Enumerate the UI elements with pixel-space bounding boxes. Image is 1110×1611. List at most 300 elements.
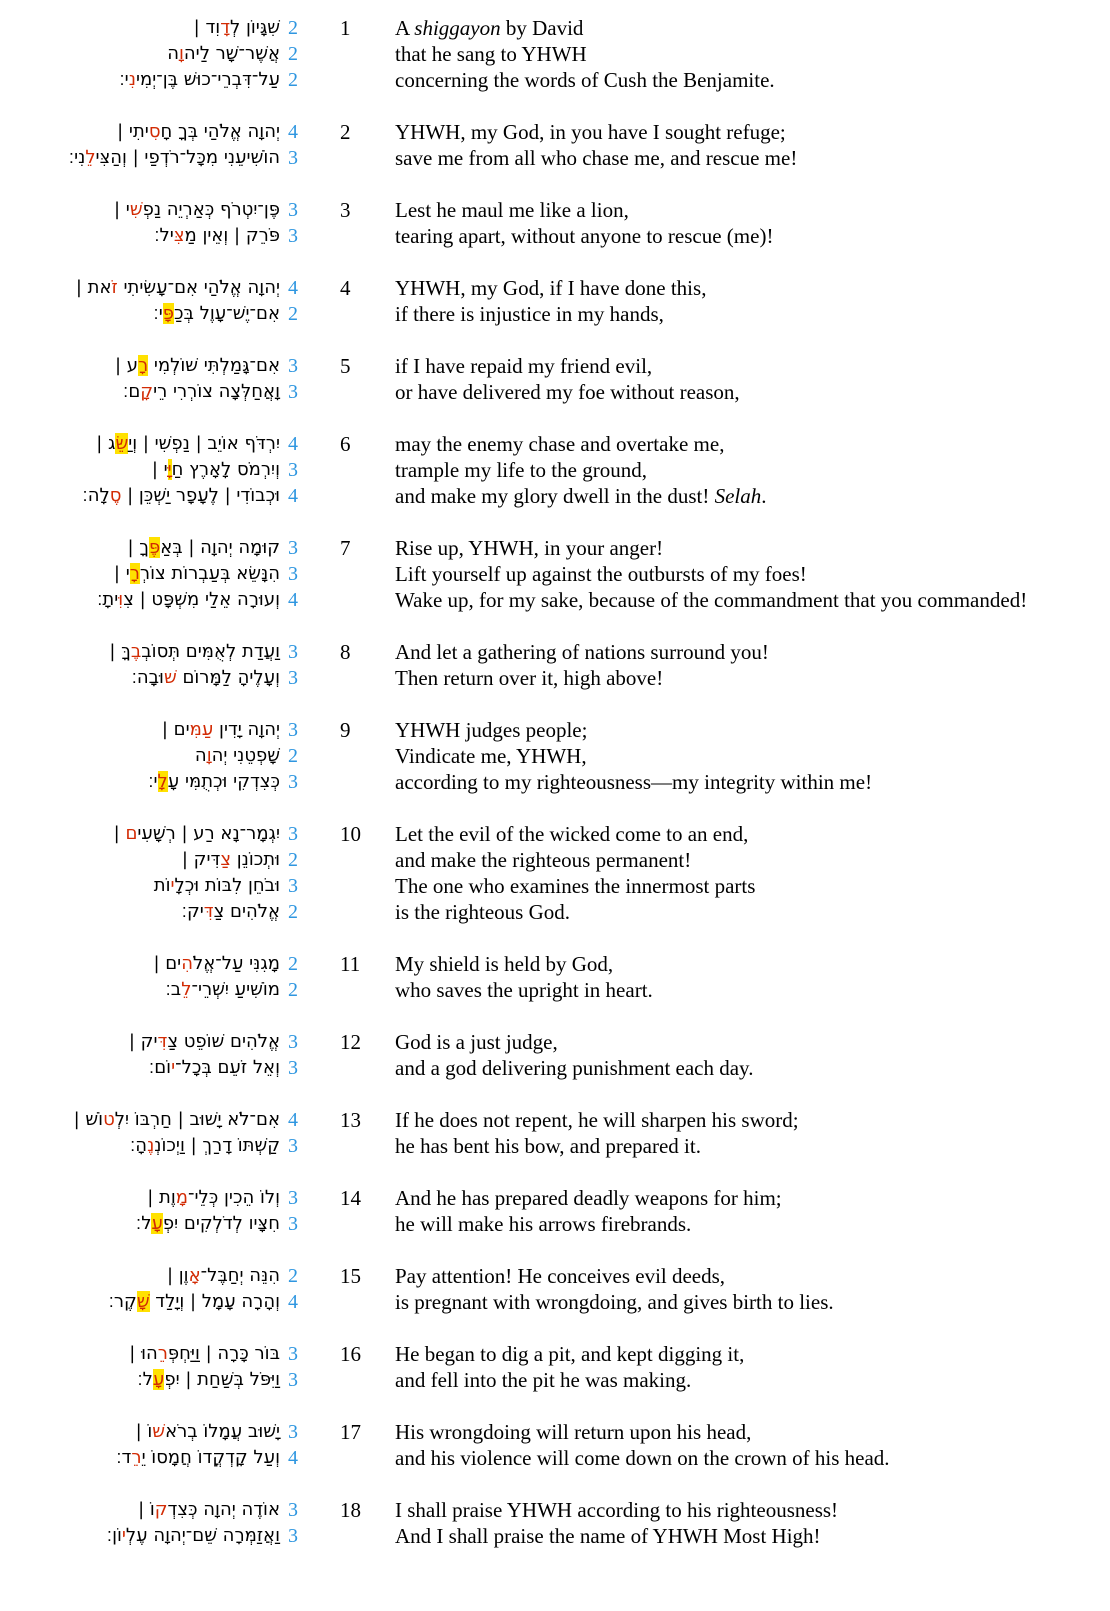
text-segment: וְלוֹ הֵכִין כְּלֵי־ bbox=[188, 1187, 280, 1208]
hebrew-line-text bbox=[0, 743, 280, 769]
text-segment: וְהָרָה עָמָל | וְיָלַד bbox=[149, 1291, 280, 1312]
english-column bbox=[395, 535, 1110, 613]
hebrew-line-text bbox=[0, 899, 280, 925]
stress-count: 2 bbox=[288, 69, 298, 91]
hebrew-line bbox=[0, 1497, 312, 1523]
verse-number: 6 bbox=[340, 432, 351, 456]
hebrew-line-text bbox=[0, 665, 280, 691]
english-line bbox=[395, 977, 1110, 1003]
text-segment: אִם־גָּמַלְתִּי שׁוֹלְמִי bbox=[148, 355, 280, 376]
text-segment: and make the righteous permanent! bbox=[395, 848, 692, 872]
english-line bbox=[395, 301, 1110, 327]
english-column bbox=[395, 717, 1110, 795]
hebrew-column bbox=[0, 197, 312, 249]
text-segment: ים | bbox=[153, 953, 182, 974]
stress-count: 3 bbox=[288, 537, 298, 559]
stress-count: 3 bbox=[288, 1421, 298, 1443]
english-line bbox=[395, 1523, 1110, 1549]
english-column bbox=[395, 639, 1110, 691]
stress-count: 3 bbox=[288, 1525, 298, 1547]
text-segment: | bbox=[113, 823, 126, 844]
hebrew-line bbox=[0, 145, 312, 171]
hebrew-line bbox=[0, 1445, 312, 1471]
text-segment: וֶן | bbox=[166, 1265, 189, 1286]
text-segment: עַל־דִּבְרֵי־כוּשׁ בֶּן־יְמִי bbox=[135, 69, 280, 90]
hebrew-line bbox=[0, 873, 312, 899]
text-segment: may the enemy chase and overtake me, bbox=[395, 432, 725, 456]
stress-count: 2 bbox=[288, 979, 298, 1001]
stress-count: 4 bbox=[288, 589, 298, 611]
hebrew-line bbox=[0, 1341, 312, 1367]
verse-row bbox=[0, 1029, 1110, 1081]
hebrew-column bbox=[0, 1341, 312, 1393]
verse-number-column bbox=[312, 197, 395, 249]
hebrew-column bbox=[0, 119, 312, 171]
text-segment: וֹ | bbox=[135, 1421, 153, 1442]
hebrew-line-text bbox=[0, 1185, 280, 1211]
hebrew-line-text bbox=[0, 1289, 280, 1315]
hebrew-line-text bbox=[0, 1523, 280, 1549]
verse-row bbox=[0, 275, 1110, 327]
hebrew-line bbox=[0, 1185, 312, 1211]
hebrew-line bbox=[0, 639, 312, 665]
stressed-letter: וִּ bbox=[118, 589, 124, 610]
hebrew-line-text bbox=[0, 1497, 280, 1523]
hebrew-column bbox=[0, 1263, 312, 1315]
text-segment: He began to dig a pit, and kept digging it, bbox=[395, 1342, 745, 1366]
text-segment: י׃ bbox=[119, 69, 129, 90]
hebrew-column bbox=[0, 1185, 312, 1237]
english-line bbox=[395, 1133, 1110, 1159]
english-line bbox=[395, 1107, 1110, 1133]
verse-number-column bbox=[312, 1497, 395, 1549]
text-segment: מוֹשִׁיעַ יִשְׁרֵי־ bbox=[191, 979, 280, 1000]
text-segment: Vindicate me, YHWH, bbox=[395, 744, 587, 768]
hebrew-line bbox=[0, 951, 312, 977]
hebrew-line-text bbox=[0, 951, 280, 977]
text-segment: or have delivered my foe without reason, bbox=[395, 380, 740, 404]
english-line bbox=[395, 1289, 1110, 1315]
verse-number: 12 bbox=[340, 1030, 361, 1054]
text-segment: קֶר׃ bbox=[108, 1291, 137, 1312]
stress-count: 3 bbox=[288, 875, 298, 897]
highlighted-stressed-letter: רָ bbox=[129, 563, 140, 584]
highlighted-stressed-letter: יָּ bbox=[167, 459, 172, 480]
english-column bbox=[395, 951, 1110, 1003]
stress-count: 3 bbox=[288, 823, 298, 845]
text-segment: שָׁפְטֵנִי יְה bbox=[211, 745, 280, 766]
verse-row bbox=[0, 197, 1110, 249]
hebrew-line-text bbox=[0, 145, 280, 171]
stressed-letter: ק bbox=[154, 1499, 168, 1520]
hebrew-line-text bbox=[0, 535, 280, 561]
english-line bbox=[395, 1445, 1110, 1471]
verse-number-column bbox=[312, 1029, 395, 1081]
hebrew-line-text bbox=[0, 717, 280, 743]
text-segment: And he has prepared deadly weapons for him; bbox=[395, 1186, 782, 1210]
stressed-letter: י bbox=[171, 1057, 176, 1078]
english-line bbox=[395, 223, 1110, 249]
stress-count: 3 bbox=[288, 459, 298, 481]
text-segment: וּתְכוֹנֵן bbox=[231, 849, 280, 870]
text-segment: וְעָלֶיהָ לַמָּרוֹם bbox=[176, 667, 280, 688]
text-segment: ל׃ bbox=[135, 1213, 152, 1234]
stressed-letter: רֵ bbox=[157, 1343, 168, 1364]
hebrew-line bbox=[0, 847, 312, 873]
text-segment: he will make his arrows firebrands. bbox=[395, 1212, 692, 1236]
verse-row bbox=[0, 717, 1110, 795]
text-segment: If he does not repent, he will sharpen his sword; bbox=[395, 1108, 799, 1132]
hebrew-line bbox=[0, 119, 312, 145]
verse-row bbox=[0, 15, 1110, 93]
english-line bbox=[395, 587, 1110, 613]
english-line bbox=[395, 15, 1110, 41]
english-line bbox=[395, 899, 1110, 925]
hebrew-column bbox=[0, 821, 312, 925]
stressed-letter: אָ bbox=[188, 1265, 201, 1286]
stress-count: 3 bbox=[288, 1031, 298, 1053]
stress-count: 4 bbox=[288, 485, 298, 507]
hebrew-column bbox=[0, 717, 312, 795]
text-segment: וּבָה׃ bbox=[131, 667, 164, 688]
hebrew-line bbox=[0, 769, 312, 795]
hebrew-line-text bbox=[0, 1445, 280, 1471]
stressed-letter: ט bbox=[103, 1109, 115, 1130]
stressed-letter: שׁ bbox=[152, 1421, 166, 1442]
hebrew-line bbox=[0, 1107, 312, 1133]
verse-row bbox=[0, 535, 1110, 613]
text-segment: ךָ | bbox=[127, 537, 149, 558]
text-segment: וַיִּפֹּל בְּשַׁחַת | יִפְ bbox=[164, 1369, 280, 1390]
verse-number: 1 bbox=[340, 16, 351, 40]
hebrew-line-text bbox=[0, 457, 280, 483]
text-segment: וֶת | bbox=[147, 1187, 176, 1208]
text-segment: אוֹדֶה יְהוָה כְּצִדְ bbox=[167, 1499, 280, 1520]
hebrew-line bbox=[0, 561, 312, 587]
text-segment: וִד | bbox=[193, 17, 221, 38]
verse-row bbox=[0, 431, 1110, 509]
italic-term: shiggayon bbox=[414, 16, 501, 40]
verse-row bbox=[0, 639, 1110, 691]
hebrew-line bbox=[0, 1055, 312, 1081]
verse-number-column bbox=[312, 717, 395, 795]
stressed-letter: נֶ bbox=[147, 1135, 155, 1156]
verse-number: 15 bbox=[340, 1264, 361, 1288]
stress-count: 3 bbox=[288, 199, 298, 221]
text-segment: Lest he maul me like a lion, bbox=[395, 198, 629, 222]
stress-count: 3 bbox=[288, 563, 298, 585]
text-segment: ג | bbox=[96, 433, 116, 454]
english-line bbox=[395, 561, 1110, 587]
hebrew-line bbox=[0, 665, 312, 691]
text-segment: יִגְמָר־נָא רַע | רְשָׁעִי bbox=[137, 823, 280, 844]
text-segment: וֹ | bbox=[138, 1499, 155, 1520]
stress-count: 3 bbox=[288, 1187, 298, 1209]
text-segment: trample my life to the ground, bbox=[395, 458, 647, 482]
hebrew-column bbox=[0, 535, 312, 613]
text-segment: is pregnant with wrongdoing, and gives birth to lies. bbox=[395, 1290, 834, 1314]
english-line bbox=[395, 145, 1110, 171]
text-segment: יק׃ bbox=[181, 901, 204, 922]
hebrew-line bbox=[0, 275, 312, 301]
verse-row bbox=[0, 821, 1110, 925]
hebrew-line-text bbox=[0, 197, 280, 223]
text-segment: he has bent his bow, and prepared it. bbox=[395, 1134, 701, 1158]
text-segment: if I have repaid my friend evil, bbox=[395, 354, 653, 378]
text-segment: הוּ | bbox=[129, 1343, 158, 1364]
text-segment: Wake up, for my sake, because of the commandment that you commanded! bbox=[395, 588, 1028, 612]
hebrew-line-text bbox=[0, 847, 280, 873]
stressed-letter: סִ bbox=[148, 121, 161, 142]
stress-count: 3 bbox=[288, 225, 298, 247]
stressed-letter: רֵ bbox=[131, 1447, 142, 1468]
text-segment: וְיִרְמֹס לָאָרֶץ חַ bbox=[171, 459, 280, 480]
stressed-letter: י bbox=[170, 875, 175, 896]
hebrew-column bbox=[0, 639, 312, 691]
verse-row bbox=[0, 1497, 1110, 1549]
verse-number-column bbox=[312, 639, 395, 691]
stress-count: 3 bbox=[288, 1369, 298, 1391]
english-line bbox=[395, 1029, 1110, 1055]
stress-count: 4 bbox=[288, 1109, 298, 1131]
text-segment: and a god delivering punishment each day. bbox=[395, 1056, 754, 1080]
verse-number-column bbox=[312, 1185, 395, 1237]
text-segment: Rise up, YHWH, in your anger! bbox=[395, 536, 664, 560]
stress-count: 4 bbox=[288, 433, 298, 455]
english-column bbox=[395, 15, 1110, 93]
text-segment: that he sang to YHWH bbox=[395, 42, 587, 66]
text-segment: וֹן׃ bbox=[106, 1525, 122, 1546]
text-segment: יק | bbox=[128, 1031, 158, 1052]
text-segment: The one who examines the innermost parts bbox=[395, 874, 756, 898]
text-segment: בּוֹר כָּרָה | וַיַּחְפְּ bbox=[167, 1343, 280, 1364]
verse-row bbox=[0, 1185, 1110, 1237]
stressed-letter: סֶ bbox=[109, 485, 122, 506]
verse-number-column bbox=[312, 1263, 395, 1315]
text-segment: יתִי | bbox=[117, 121, 149, 142]
text-segment: who saves the upright in heart. bbox=[395, 978, 653, 1002]
text-segment: ה bbox=[194, 745, 207, 766]
english-column bbox=[395, 1029, 1110, 1081]
english-column bbox=[395, 275, 1110, 327]
english-column bbox=[395, 1185, 1110, 1237]
text-segment: save me from all who chase me, and rescue me! bbox=[395, 146, 798, 170]
text-segment: My shield is held by God, bbox=[395, 952, 614, 976]
hebrew-line-text bbox=[0, 977, 280, 1003]
hebrew-column bbox=[0, 275, 312, 327]
stressed-letter: ם bbox=[125, 823, 138, 844]
text-segment: . bbox=[761, 484, 767, 508]
text-segment: וַאֲזַמְּרָה שֵׁם־יְהוָה עֶלְ bbox=[125, 1525, 280, 1546]
verse-row bbox=[0, 1419, 1110, 1471]
english-column bbox=[395, 119, 1110, 171]
text-segment: וּבֹחֵן לִבּוֹת וּכְלָ bbox=[174, 875, 280, 896]
hebrew-line-text bbox=[0, 119, 280, 145]
stressed-letter: זֹ bbox=[111, 277, 118, 298]
text-segment: אִם־לֹא יָשׁוּב | חַרְבּוֹ יִלְ bbox=[114, 1109, 280, 1130]
hebrew-line bbox=[0, 67, 312, 93]
stress-count: 2 bbox=[288, 953, 298, 975]
text-segment: ם׃ bbox=[123, 381, 141, 402]
stress-count: 2 bbox=[288, 745, 298, 767]
english-line bbox=[395, 821, 1110, 847]
hebrew-line-text bbox=[0, 561, 280, 587]
text-segment: לָה׃ bbox=[82, 485, 110, 506]
english-column bbox=[395, 1419, 1110, 1471]
stress-count: 4 bbox=[288, 121, 298, 143]
verse-row bbox=[0, 353, 1110, 405]
text-segment: י | bbox=[151, 459, 168, 480]
hebrew-line-text bbox=[0, 275, 280, 301]
text-segment: וְעוּרָה אֵלַי מִשְׁפָּט | צִ bbox=[123, 589, 280, 610]
text-segment: according to my righteousness—my integrity within me! bbox=[395, 770, 873, 794]
english-column bbox=[395, 1263, 1110, 1315]
english-column bbox=[395, 1341, 1110, 1393]
english-line bbox=[395, 1185, 1110, 1211]
verse-number: 16 bbox=[340, 1342, 361, 1366]
verse-number: 7 bbox=[340, 536, 351, 560]
hebrew-line-text bbox=[0, 301, 280, 327]
text-segment: Lift yourself up against the outbursts of my foes! bbox=[395, 562, 807, 586]
verse-number: 8 bbox=[340, 640, 351, 664]
english-line bbox=[395, 119, 1110, 145]
text-segment: את | bbox=[75, 277, 112, 298]
text-segment: חִצָּיו לְדֹלְקִים יִפְ bbox=[162, 1213, 280, 1234]
verse-number-column bbox=[312, 1341, 395, 1393]
text-segment: יָשׁוּב עֲמָלוֹ בְרֹא bbox=[165, 1421, 280, 1442]
stressed-letter: דָ bbox=[220, 17, 231, 38]
hebrew-column bbox=[0, 1419, 312, 1471]
stress-count: 2 bbox=[288, 17, 298, 39]
english-line bbox=[395, 1263, 1110, 1289]
english-line bbox=[395, 483, 1110, 509]
text-segment: ע | bbox=[114, 355, 139, 376]
highlighted-stressed-letter: לָ bbox=[157, 771, 168, 792]
text-segment: כְּצִדְקִי וּכְתֻמִּי עָ bbox=[167, 771, 280, 792]
stressed-letter: שׁ bbox=[163, 667, 177, 688]
text-segment: יל׃ bbox=[154, 225, 174, 246]
hebrew-line bbox=[0, 457, 312, 483]
text-segment: tearing apart, without anyone to rescue (me)! bbox=[395, 224, 774, 248]
stressed-letter: וָ bbox=[179, 43, 184, 64]
hebrew-line-text bbox=[0, 1341, 280, 1367]
stress-count: 3 bbox=[288, 1213, 298, 1235]
hebrew-line bbox=[0, 431, 312, 457]
english-line bbox=[395, 951, 1110, 977]
text-segment: concerning the words of Cush the Benjamite. bbox=[395, 68, 775, 92]
hebrew-line bbox=[0, 1263, 312, 1289]
stress-count: 2 bbox=[288, 849, 298, 871]
verse-row bbox=[0, 951, 1110, 1003]
hebrew-line-text bbox=[0, 1133, 280, 1159]
english-line bbox=[395, 717, 1110, 743]
hebrew-line-text bbox=[0, 431, 280, 457]
hebrew-line-text bbox=[0, 873, 280, 899]
text-segment: ה bbox=[167, 43, 179, 64]
text-segment: is the righteous God. bbox=[395, 900, 570, 924]
hebrew-line-text bbox=[0, 639, 280, 665]
english-line bbox=[395, 665, 1110, 691]
hebrew-line-text bbox=[0, 379, 280, 405]
hebrew-line bbox=[0, 717, 312, 743]
stress-count: 2 bbox=[288, 303, 298, 325]
hebrew-line bbox=[0, 743, 312, 769]
text-segment: וְאֵל זֹעֵם בְּכָל־ bbox=[175, 1057, 280, 1078]
verse-number-column bbox=[312, 821, 395, 925]
verse-number-column bbox=[312, 535, 395, 613]
english-column bbox=[395, 197, 1110, 249]
verse-number: 2 bbox=[340, 120, 351, 144]
text-segment: ב׃ bbox=[165, 979, 182, 1000]
hebrew-line-text bbox=[0, 1211, 280, 1237]
verse-number-column bbox=[312, 431, 395, 509]
italic-term: Selah bbox=[714, 484, 762, 508]
stress-count: 3 bbox=[288, 1499, 298, 1521]
hebrew-line bbox=[0, 1367, 312, 1393]
verse-number-column bbox=[312, 1107, 395, 1159]
text-segment: י׃ bbox=[148, 771, 158, 792]
stress-count: 3 bbox=[288, 147, 298, 169]
hebrew-column bbox=[0, 1497, 312, 1549]
stress-count: 3 bbox=[288, 355, 298, 377]
hebrew-line bbox=[0, 41, 312, 67]
verse-number-column bbox=[312, 119, 395, 171]
text-segment: קַשְׁתּוֹ דָרַךְ | וַיְכוֹנְ bbox=[154, 1135, 280, 1156]
english-column bbox=[395, 1497, 1110, 1549]
english-line bbox=[395, 1367, 1110, 1393]
english-line bbox=[395, 67, 1110, 93]
text-segment: וּכְבוֹדִי | לֶעָפָר יַשְׁכֵּן | bbox=[121, 485, 280, 506]
hebrew-line bbox=[0, 1289, 312, 1315]
hebrew-line bbox=[0, 535, 312, 561]
text-segment: And let a gathering of nations surround you! bbox=[395, 640, 769, 664]
verse-number: 11 bbox=[340, 952, 361, 976]
text-segment: ד׃ bbox=[116, 1447, 132, 1468]
hebrew-line-text bbox=[0, 483, 280, 509]
verse-number: 10 bbox=[340, 822, 361, 846]
verse-number-column bbox=[312, 15, 395, 93]
text-segment: A bbox=[395, 16, 415, 40]
text-segment: YHWH, my God, if I have done this, bbox=[395, 276, 707, 300]
text-segment: וַעֲדַת לְאֻמִּים תְּסוֹבְ bbox=[141, 641, 280, 662]
english-line bbox=[395, 353, 1110, 379]
verse-number-column bbox=[312, 353, 395, 405]
text-segment: and make my glory dwell in the dust! bbox=[395, 484, 715, 508]
stress-count: 3 bbox=[288, 381, 298, 403]
english-line bbox=[395, 847, 1110, 873]
highlighted-stressed-letter: רָ bbox=[138, 355, 149, 376]
hebrew-column bbox=[0, 431, 312, 509]
highlighted-stressed-letter: עָ bbox=[151, 1213, 163, 1234]
text-segment: אִם־יֶשׁ־עָוֶל בְּכַ bbox=[174, 303, 280, 324]
english-line bbox=[395, 1055, 1110, 1081]
text-segment: Pay attention! He conceives evil deeds, bbox=[395, 1264, 726, 1288]
highlighted-stressed-letter: פֶּ bbox=[148, 537, 161, 558]
stressed-letter: עַמִּ bbox=[189, 719, 214, 740]
text-segment: הִנֵּה יְחַבֶּל־ bbox=[200, 1265, 280, 1286]
hebrew-line bbox=[0, 1211, 312, 1237]
text-segment: דִּיק | bbox=[181, 849, 221, 870]
highlighted-stressed-letter: עָ bbox=[152, 1369, 165, 1390]
stress-count: 3 bbox=[288, 1135, 298, 1157]
text-segment: YHWH, my God, in you have I sought refuge; bbox=[395, 120, 786, 144]
english-line bbox=[395, 743, 1110, 769]
hebrew-line-text bbox=[0, 769, 280, 795]
text-segment: יְהוָה אֱלֹהַי אִם־עָשִׂיתִי bbox=[117, 277, 280, 298]
hebrew-line-text bbox=[0, 1419, 280, 1445]
text-segment: and his violence will come down on the crown of his head. bbox=[395, 1446, 890, 1470]
english-line bbox=[395, 41, 1110, 67]
